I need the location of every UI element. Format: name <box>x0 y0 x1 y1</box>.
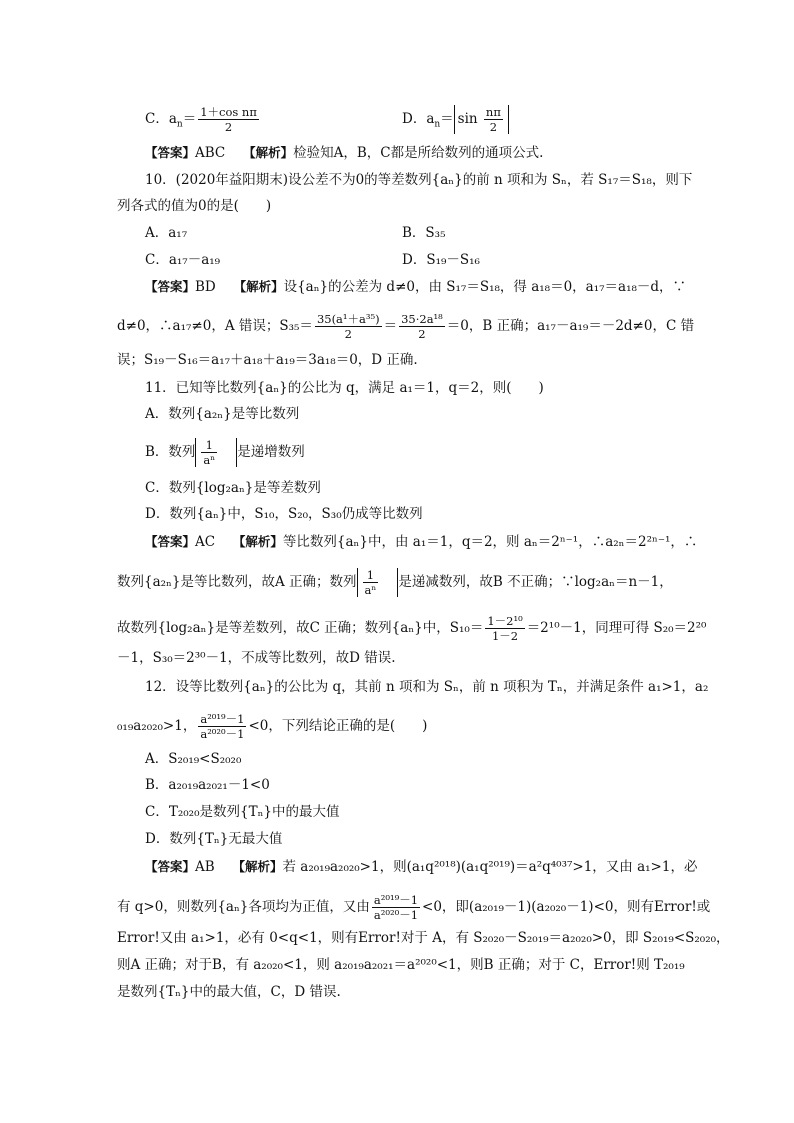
q10-fraction-1: $\frac{\text{35(a¹＋a³⁵)}}{2}$ <box>316 312 380 341</box>
q11-option-b-braces <box>195 438 237 467</box>
q12-stem-line1: 12．设等比数列{aₙ}的公比为 q，其前 n 项和为 Sₙ，前 n 项积为 Tₙ，并满足条件 a₁>1，a₂ <box>145 679 709 695</box>
q9-option-c: C．$a_n=$ $\frac{\text{1＋cos nπ}}{2}$ <box>145 105 257 134</box>
q11-sum-fraction: $\frac{\text{1－2¹⁰}}{1-2}$ <box>487 614 523 643</box>
q11-analysis-line2: 数列{a₂ₙ}是等比数列，故A 正确；数列 $\frac{1}{\text{aⁿ}}$ 是递减数列，故B 不正确；∵log₂aₙ＝n－1， <box>117 568 673 597</box>
q9-answer: 【答案】ABC 【解析】检验知A，B，C都是所给数列的通项公式. <box>145 145 544 161</box>
q10-option-a: A．a₁₇ <box>145 225 188 241</box>
q12-analysis-line4: 则A 正确；对于B，有 a₂₀₂₀<1，则 a₂₀₁₉a₂₀₂₁＝a²⁰²⁰<1，则B 正确；对于 C，Error!则 T₂₀₁₉ <box>117 957 685 973</box>
q10-option-b: B．S₃₅ <box>402 225 446 241</box>
q11-option-b: B．数列 $\frac{1}{\text{aⁿ}}$ 是递增数列 <box>145 438 305 467</box>
q10-fraction-2: $\frac{\text{35·2a¹⁸}}{2}$ <box>401 312 443 341</box>
q10-answer: 【答案】BD 【解析】设{aₙ}的公差为 d≠0，由 S₁₇＝S₁₈，得 a₁₈＝0，a₁₇＝a₁₈－d，∵ <box>145 279 687 295</box>
q12-stem-line2: ₀₁₉a₂₀₂₀>1， $\frac{\text{a²⁰¹⁹－1}}{\text{a²⁰²⁰－1}}$ <0，下列结论正确的是( ) <box>117 712 428 741</box>
q11-option-a: A．数列{a₂ₙ}是等比数列 <box>145 406 300 422</box>
q10-analysis-line3: 误；S₁₉－S₁₆＝a₁₇＋a₁₈＋a₁₉＝3a₁₈＝0，D 正确. <box>117 352 418 368</box>
q11-option-c: C．数列{log₂aₙ}是等差数列 <box>145 480 321 496</box>
q10-stem-line1: 10．(2020年益阳期末)设公差不为0的等差数列{aₙ}的前 n 项和为 Sₙ，若 S₁₇＝S₁₈，则下 <box>145 172 693 188</box>
q12-answer: 【答案】AB 【解析】若 a₂₀₁₉a₂₀₂₀>1，则(a₁q²⁰¹⁸)(a₁q²⁰¹⁹)＝a²q⁴⁰³⁷>1，又由 a₁>1，必 <box>145 859 698 875</box>
q11-analysis-braces <box>357 568 399 597</box>
q12-analysis-fraction: $\frac{\text{a²⁰¹⁹－1}}{\text{a²⁰²⁰－1}}$ <box>373 893 419 922</box>
q12-analysis-line2: 有 q>0，则数列{aₙ}各项均为正值，又由 $\frac{\text{a²⁰¹⁹－1}}{\text{a²⁰²⁰－1}}$ <0，即(a₂₀₁₉－1)(a₂₀₂₀－1)<0，则有Error!或 <box>117 893 711 922</box>
q10-stem-line2: 列各式的值为0的是( ) <box>117 198 272 214</box>
q12-option-d: D．数列{Tₙ}无最大值 <box>145 831 283 847</box>
q12-analysis-line5: 是数列{Tₙ}中的最大值，C，D 错误. <box>117 984 341 1000</box>
q9-abs-bars: sin $\frac{n\pi}{2}$ <box>454 105 509 134</box>
q11-analysis-fraction: $\frac{1}{\text{aⁿ}}$ <box>364 568 377 597</box>
q9-option-c-fraction: $\frac{\text{1＋cos nπ}}{2}$ <box>200 105 257 134</box>
q11-analysis-line3: 故数列{log₂aₙ}是等差数列，故C 正确；数列{aₙ}中，S₁₀＝ $\frac{\text{1－2¹⁰}}{1-2}$ ＝2¹⁰－1，同理可得 S₂₀＝2²⁰ <box>117 614 707 643</box>
q11-answer: 【答案】AC 【解析】等比数列{aₙ}中，由 a₁＝1，q＝2，则 aₙ＝2ⁿ⁻¹，∴a₂ₙ＝2²ⁿ⁻¹，∴ <box>145 534 698 550</box>
q12-option-a: A．S₂₀₁₉<S₂₀₂₀ <box>145 751 242 767</box>
q10-analysis-line2: d≠0，∴a₁₇≠0，A 错误；S₃₅＝ $\frac{\text{35(a¹＋a³⁵)}}{2}$ ＝ $\frac{\text{35·2a¹⁸}}{2}$ ＝0，B 正确；a₁₇－a₁₉＝－2d≠0，C 错 <box>117 312 695 341</box>
q12-option-c: C．T₂₀₂₀是数列{Tₙ}中的最大值 <box>145 804 340 820</box>
q11-stem: 11．已知等比数列{aₙ}的公比为 q，满足 a₁＝1，q＝2，则( ) <box>145 380 544 396</box>
q11-analysis-line4: －1，S₃₀＝2³⁰－1，不成等比数列，故D 错误. <box>117 650 396 666</box>
q10-option-c: C．a₁₇－a₁₉ <box>145 252 221 268</box>
q11-option-b-fraction: $\frac{1}{\text{aⁿ}}$ <box>203 438 216 467</box>
q12-analysis-line3: Error!又由 a₁>1，必有 0<q<1，则有Error!对于 A，有 S₂₀₂₀－S₂₀₁₉＝a₂₀₂₀>0，即 S₂₀₁₉<S₂₀₂₀， <box>117 930 730 946</box>
q12-option-b: B．a₂₀₁₉a₂₀₂₁－1<0 <box>145 777 270 793</box>
q12-stem-fraction: $\frac{\text{a²⁰¹⁹－1}}{\text{a²⁰²⁰－1}}$ <box>200 712 245 741</box>
q9-option-d-fraction: $\frac{n\pi}{2}$ <box>485 105 501 134</box>
q10-option-d: D．S₁₉－S₁₆ <box>402 252 480 268</box>
q9-option-d: D．$a_n= \sin$ $\frac{n\pi}{2}$ <box>402 105 509 135</box>
q11-option-d: D．数列{aₙ}中，S₁₀，S₂₀，S₃₀仍成等比数列 <box>145 506 423 522</box>
